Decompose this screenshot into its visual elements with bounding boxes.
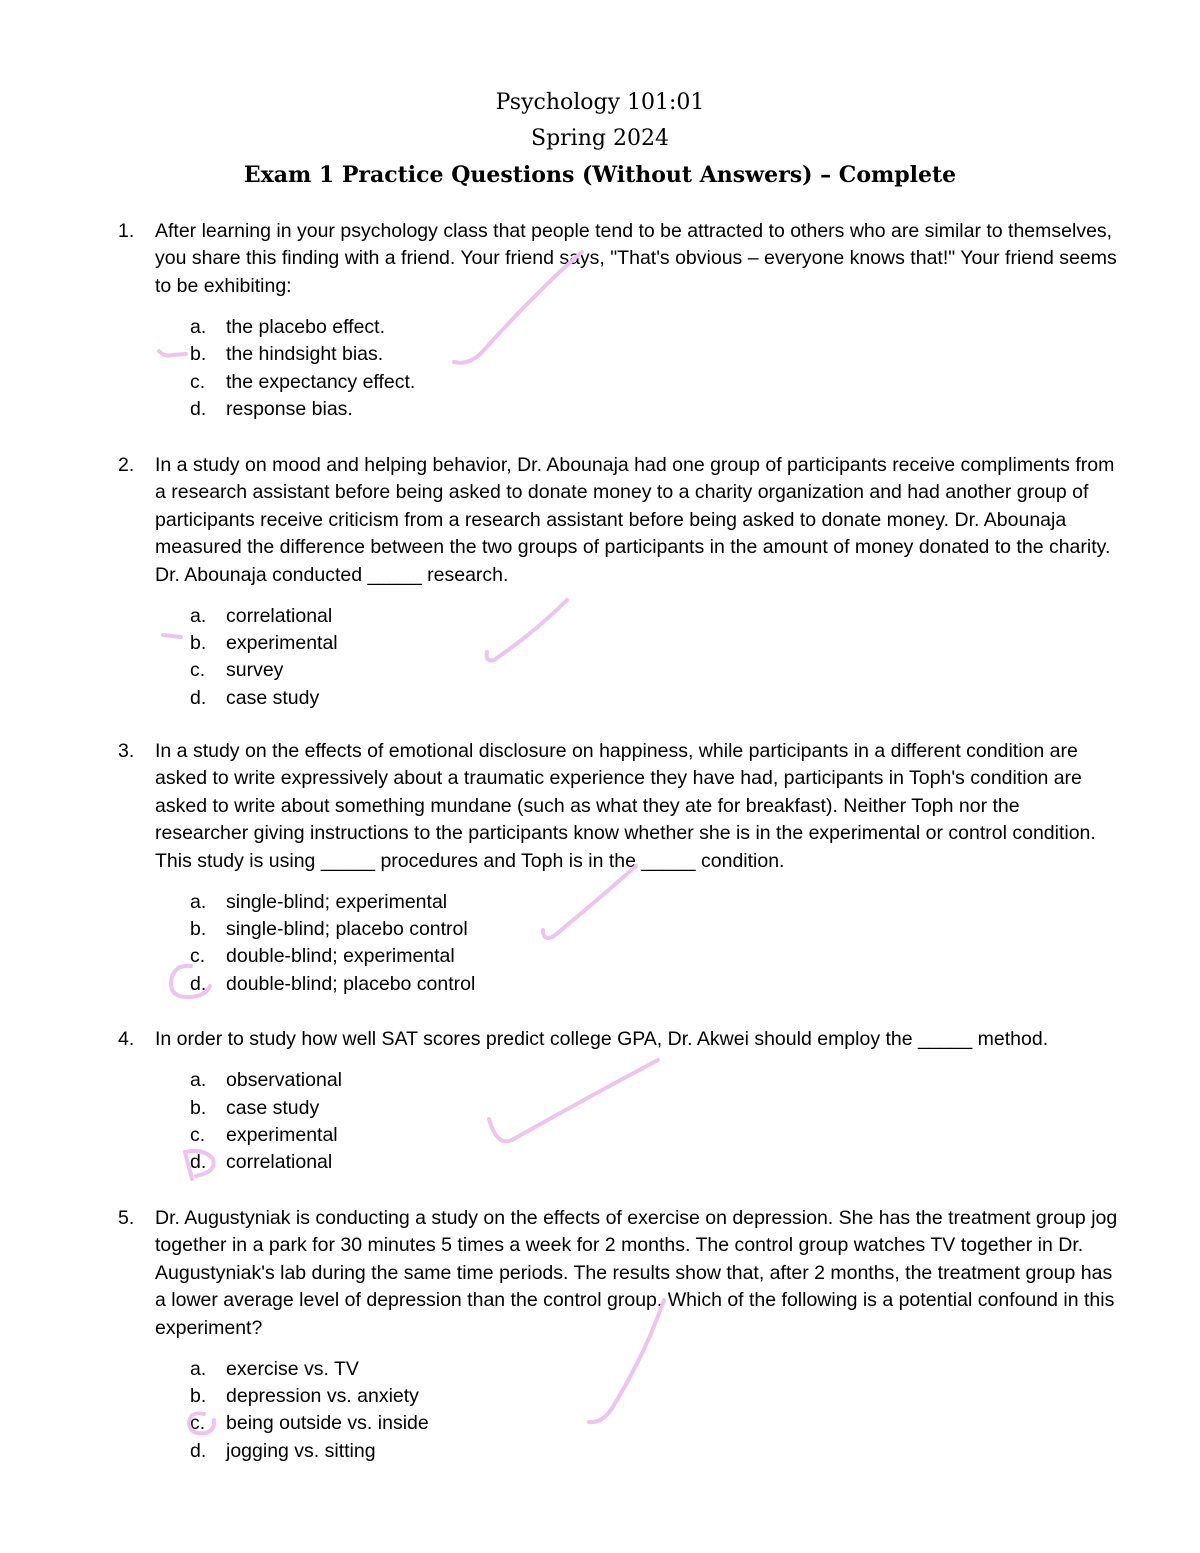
option-a — [190, 314, 1118, 341]
question-text: In a study on mood and helping behavior, Dr. Abounaja had one group of participants receive compliments from a research assistant before being asked to donate money to a charity organization and had another group of participants receive criticism from a research assistant before being asked to donate money. Dr. Abounaja measured the difference between the two groups of participants in the amount of money donated to the charity. Dr. Abounaja conducted _____ research. — [155, 454, 1115, 586]
option-d — [190, 396, 1118, 423]
option-letter: c. — [190, 370, 206, 393]
option-a — [190, 889, 1118, 916]
option-letter: d. — [190, 397, 207, 420]
option-c — [190, 1122, 1118, 1149]
answer-options — [190, 1067, 1118, 1176]
question-5 — [118, 1205, 1118, 1465]
option-c — [190, 369, 1118, 396]
option-text: the placebo effect. — [226, 316, 386, 339]
question-number: 2. — [118, 454, 135, 476]
option-text: survey — [226, 659, 284, 682]
question-number: 5. — [118, 1207, 135, 1229]
option-a — [190, 603, 1118, 630]
option-b — [190, 916, 1118, 943]
answer-options — [190, 889, 1118, 998]
option-text: the hindsight bias. — [226, 343, 384, 366]
option-text: exercise vs. TV — [226, 1358, 359, 1381]
option-letter: b. — [190, 918, 207, 941]
exam-title: Exam 1 Practice Questions (Without Answers) – Complete — [243, 162, 957, 188]
option-a — [190, 1356, 1118, 1383]
question-text: After learning in your psychology class that people tend to be attracted to others who are similar to themselves, you share this finding with a friend. Your friend says, "That's obvious – everyone knows that!" Your friend seems to be exhibiting: — [155, 220, 1117, 297]
question-number: 1. — [118, 220, 135, 242]
option-letter: a. — [190, 316, 207, 339]
term-title: Spring 2024 — [531, 126, 669, 151]
question-text: In order to study how well SAT scores predict college GPA, Dr. Akwei should employ the _____ method. — [155, 1028, 1049, 1050]
option-d — [190, 1438, 1118, 1465]
option-text: single-blind; placebo control — [226, 918, 468, 941]
question-1 — [118, 218, 1118, 423]
option-c — [190, 943, 1118, 970]
option-letter: a. — [190, 1069, 207, 1092]
option-text: double-blind; experimental — [226, 945, 455, 968]
question-4 — [118, 1026, 1118, 1176]
question-number: 4. — [118, 1028, 135, 1050]
answer-options — [190, 603, 1118, 712]
option-b — [190, 630, 1118, 657]
option-a — [190, 1067, 1118, 1094]
option-letter: b. — [190, 343, 207, 366]
option-text: case study — [226, 686, 320, 709]
course-title: Psychology 101:01 — [495, 90, 705, 115]
option-text: jogging vs. sitting — [226, 1439, 376, 1462]
option-letter: a. — [190, 605, 207, 628]
option-letter: c. — [190, 945, 206, 968]
option-letter: a. — [190, 891, 207, 914]
option-b — [190, 1095, 1118, 1122]
option-letter: c. — [190, 659, 206, 682]
option-b — [190, 1383, 1118, 1410]
option-text: being outside vs. inside — [226, 1412, 429, 1435]
option-text: correlational — [226, 605, 333, 628]
exam-header — [0, 85, 1200, 193]
option-text: experimental — [226, 1123, 338, 1146]
answer-options — [190, 1356, 1118, 1465]
option-letter: c. — [190, 1123, 206, 1146]
option-letter: d. — [190, 972, 207, 995]
option-text: observational — [226, 1069, 342, 1092]
option-text: response bias. — [226, 397, 353, 420]
answer-options — [190, 314, 1118, 423]
option-c — [190, 657, 1118, 684]
option-text: correlational — [226, 1150, 333, 1173]
option-d — [190, 971, 1118, 998]
question-text: Dr. Augustyniak is conducting a study on the effects of exercise on depression. She has the treatment group jog together in a park for 30 minutes 5 times a week for 2 months. The control group watches TV together in Dr. Augustyniak's lab during the same time periods. The results show that, after 2 months, the treatment group has a lower average level of depression than the control group. Which of the following is a potential confound in this experiment? — [155, 1207, 1118, 1339]
option-text: case study — [226, 1096, 320, 1119]
option-text: single-blind; experimental — [226, 891, 448, 914]
option-letter: b. — [190, 1096, 207, 1119]
option-c — [190, 1410, 1118, 1437]
question-3 — [118, 738, 1118, 998]
option-letter: d. — [190, 686, 207, 709]
option-d — [190, 685, 1118, 712]
question-2 — [118, 452, 1118, 712]
option-text: experimental — [226, 632, 338, 655]
option-letter: b. — [190, 1385, 207, 1408]
option-text: double-blind; placebo control — [226, 972, 476, 995]
option-text: the expectancy effect. — [226, 370, 416, 393]
option-letter: d. — [190, 1150, 207, 1173]
option-text: depression vs. anxiety — [226, 1385, 419, 1408]
option-b — [190, 341, 1118, 368]
question-text: In a study on the effects of emotional disclosure on happiness, while participants in a different condition are asked to write expressively about a traumatic experience they have had, participants in Toph's condition are asked to write about something mundane (such as what they ate for breakfast). Neither Toph nor the researcher giving instructions to the participants know whether she is in the experimental or control condition. This study is using _____ procedures and Toph is in the _____ condition. — [155, 740, 1096, 872]
option-letter: d. — [190, 1439, 207, 1462]
option-letter: b. — [190, 632, 207, 655]
option-letter: c. — [190, 1412, 206, 1435]
question-number: 3. — [118, 740, 135, 762]
option-letter: a. — [190, 1358, 207, 1381]
option-d — [190, 1149, 1118, 1176]
